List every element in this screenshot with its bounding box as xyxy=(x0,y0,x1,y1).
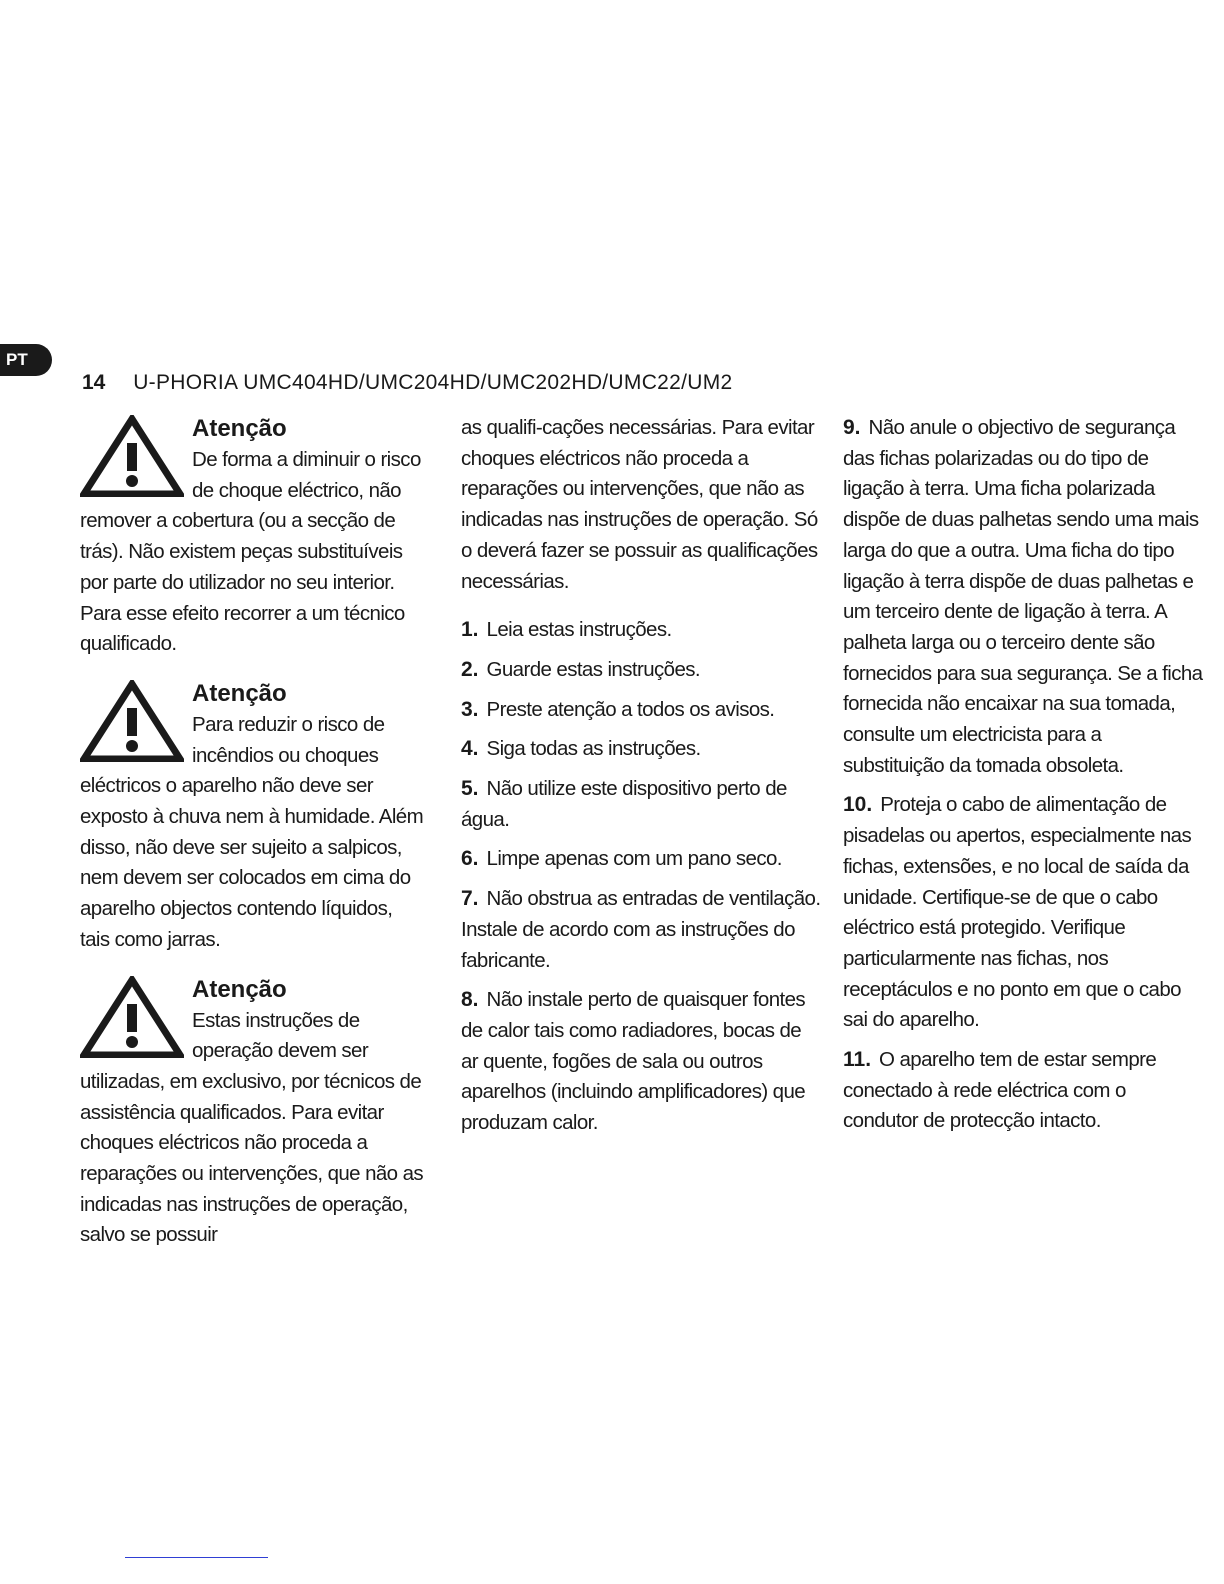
warning-triangle-icon xyxy=(80,680,184,762)
instructions-column-3 xyxy=(843,413,1203,1146)
item-number: 6. xyxy=(461,847,479,871)
item-text: Limpe apenas com um pano seco. xyxy=(486,847,782,871)
instruction-list xyxy=(461,615,821,1139)
item-text: Não obstrua as entradas de ventilação. Instale de acordo com as instruções do fabricante. xyxy=(461,887,821,972)
warning-block xyxy=(80,413,425,660)
item-text: Preste atenção a todos os avisos. xyxy=(486,697,775,721)
item-text: Não instale perto de quaisquer fontes de calor tais como radiadores, bocas de ar quente, fogões de sala ou outros aparelhos (incluindo amplificadores) que produzam calor. xyxy=(461,988,806,1135)
item-number: 5. xyxy=(461,777,479,801)
item-number: 1. xyxy=(461,618,479,642)
item-text: Não utilize este dispositivo perto de água. xyxy=(461,777,787,831)
warning-block xyxy=(80,678,425,956)
product-title: U-PHORIA UMC404HD/UMC204HD/UMC202HD/UMC22/UM2 xyxy=(133,371,733,394)
item-text: Guarde estas instruções. xyxy=(486,657,701,681)
language-tab: PT xyxy=(0,344,52,376)
item-number: 9. xyxy=(843,416,861,439)
item-text: O aparelho tem de estar sempre conectado à rede eléctrica com o condutor de protecção intacto. xyxy=(843,1048,1157,1133)
list-item xyxy=(843,790,1203,1036)
item-text: Siga todas as instruções. xyxy=(486,737,701,761)
continuation-text: as qualifi-cações necessárias. Para evitar choques eléctricos não proceda a reparações ou intervenções, que não as indicadas nas instruções de operação. Só o deverá fazer se possuir as qualificações necessárias. xyxy=(461,416,818,593)
warning-triangle-icon xyxy=(80,415,184,497)
warning-title: Atenção xyxy=(192,975,287,1003)
list-item xyxy=(843,413,1203,781)
item-text: Não anule o objectivo de segurança das fichas polarizadas ou do tipo de ligação à terra. Uma ficha polarizada dispõe de duas palhetas sendo uma mais larga do que a outra. Uma ficha do tipo ligação à terra dispõe de duas palhetas e um terceiro dente de ligação à terra. A palheta larga ou o terceiro dente são fornecidos para sua segurança. Se a ficha fornecida não encaixar na sua tomada, consulte um electricista para a substituição da tomada obsoleta. xyxy=(843,416,1203,777)
instructions-column-2 xyxy=(461,413,821,1148)
item-number: 3. xyxy=(461,697,479,721)
warning-text: Estas instruções de operação devem ser utilizadas, em exclusivo, por técnicos de assistência qualificados. Para evitar choques eléctricos não proceda a reparações ou intervenções, que não as indicadas nas instruções de operação, salvo se possuir xyxy=(80,1008,424,1247)
warning-title: Atenção xyxy=(192,679,287,707)
list-item xyxy=(461,615,821,646)
item-number: 11. xyxy=(843,1048,872,1072)
warning-text: Para reduzir o risco de incêndios ou choques eléctricos o aparelho não deve ser exposto à chuva nem à humidade. Além disso, não deve ser sujeito a salpicos, nem devem ser colocados em cima do aparelho objectos contendo líquidos, tais como jarras. xyxy=(80,712,424,951)
item-number: 2. xyxy=(461,657,479,681)
item-text: Leia estas instruções. xyxy=(486,618,672,642)
warning-text: De forma a diminuir o risco de choque eléctrico, não remover a cobertura (ou a secção de trás). Não existem peças substituíveis por parte do utilizador no seu interior. Para esse efeito recorrer a um técnico qualificado. xyxy=(80,448,421,656)
list-item xyxy=(461,844,821,875)
item-number: 4. xyxy=(461,737,479,761)
list-item xyxy=(461,884,821,976)
item-number: 10. xyxy=(843,793,873,817)
list-item xyxy=(461,774,821,835)
list-item xyxy=(461,985,821,1139)
item-number: 8. xyxy=(461,988,479,1012)
list-item xyxy=(461,734,821,765)
warning-triangle-icon xyxy=(80,976,184,1058)
warning-title: Atenção xyxy=(192,415,287,442)
list-item xyxy=(843,1045,1203,1137)
warning-block xyxy=(80,974,425,1252)
list-item xyxy=(461,695,821,726)
list-item xyxy=(461,655,821,686)
footer-rule xyxy=(125,1557,268,1558)
warnings-column xyxy=(80,413,425,1269)
page-number: 14 xyxy=(82,371,106,394)
item-text: Proteja o cabo de alimentação de pisadelas ou apertos, especialmente nas fichas, extensões, e no local de saída da unidade. Certifique-se de que o cabo eléctrico está protegido. Verifique particularmente nas fichas, nos receptáculos e no ponto em que o cabo sai do aparelho. xyxy=(843,793,1192,1032)
page-header xyxy=(82,371,733,395)
item-number: 7. xyxy=(461,887,479,911)
